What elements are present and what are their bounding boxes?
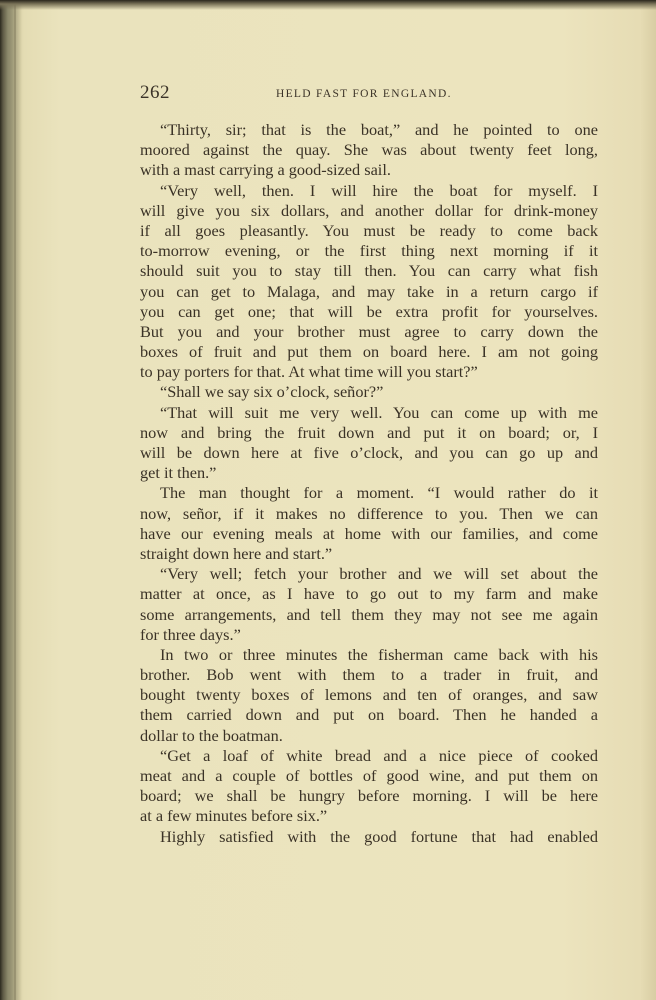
text-line: In two or three minutes the fisherman came back with his bbox=[160, 644, 598, 664]
page-top-shadow bbox=[0, 0, 656, 10]
text-line: now and bring the fruit down and put it on board; or, I bbox=[140, 422, 598, 442]
text-line: “Very well, then. I will hire the boat for myself. I bbox=[160, 180, 598, 200]
text-line: now, señor, if it makes no difference to you. Then we can bbox=[140, 503, 598, 523]
text-line: bought twenty boxes of lemons and ten of oranges, and saw bbox=[140, 685, 598, 705]
text-line: you can get to Malaga, and may take in a return cargo if bbox=[140, 281, 598, 301]
book-spine-shadow bbox=[0, 0, 22, 1000]
text-line: board; we shall be hungry before morning. I will be here bbox=[140, 786, 598, 806]
text-line: if all goes pleasantly. You must be ready to come back bbox=[140, 220, 598, 240]
text-line: for three days.” bbox=[140, 624, 241, 644]
text-line: at a few minutes before six.” bbox=[140, 806, 328, 826]
page-number: 262 bbox=[140, 82, 170, 103]
text-line: straight down here and start.” bbox=[140, 543, 333, 563]
text-line: get it then.” bbox=[140, 463, 217, 483]
text-line: dollar to the boatman. bbox=[140, 725, 283, 745]
text-line: “That will suit me very well. You can come up with me bbox=[160, 402, 598, 422]
text-line: you can get one; that will be extra profit for yourselves. bbox=[140, 301, 598, 321]
text-line: “Get a loaf of white bread and a nice piece of cooked bbox=[160, 745, 598, 765]
page-header bbox=[140, 82, 600, 106]
text-line: Highly satisfied with the good fortune that had enabled bbox=[160, 826, 598, 846]
text-line: “Shall we say six o’clock, señor?” bbox=[160, 382, 384, 402]
text-line: will give you six dollars, and another dollar for drink-money bbox=[140, 200, 598, 220]
text-line: will be down here at five o’clock, and you can go up and bbox=[140, 443, 598, 462]
text-line: meat and a couple of bottles of good wine, and put them on bbox=[140, 766, 598, 785]
book-gutter-line bbox=[14, 0, 16, 1000]
text-line: to pay porters for that. At what time will you start?” bbox=[140, 362, 478, 382]
text-line: But you and your brother must agree to carry down the bbox=[140, 321, 598, 341]
text-line: boxes of fruit and put them on board here. I am not going bbox=[140, 342, 598, 362]
text-line: brother. Bob went with them to a trader in fruit, and bbox=[140, 665, 598, 685]
text-line: should suit you to stay till then. You can carry what fish bbox=[140, 261, 598, 281]
text-line: them carried down and put on board. Then he handed a bbox=[140, 705, 598, 725]
text-line: have our evening meals at home with our families, and come bbox=[140, 523, 598, 543]
text-line: The man thought for a moment. “I would rather do it bbox=[160, 483, 598, 503]
body-text bbox=[140, 120, 598, 847]
text-line: “Thirty, sir; that is the boat,” and he pointed to one bbox=[160, 120, 598, 139]
text-line: matter at once, as I have to go out to my farm and make bbox=[140, 584, 598, 604]
running-head: HELD FAST FOR ENGLAND. bbox=[276, 88, 452, 100]
text-line: to-morrow evening, or the first thing next morning if it bbox=[140, 241, 598, 261]
text-line: with a mast carrying a good-sized sail. bbox=[140, 160, 391, 180]
text-line: moored against the quay. She was about twenty feet long, bbox=[140, 140, 598, 160]
text-line: “Very well; fetch your brother and we will set about the bbox=[160, 564, 598, 584]
text-line: some arrangements, and tell them they may not see me again bbox=[140, 604, 598, 624]
